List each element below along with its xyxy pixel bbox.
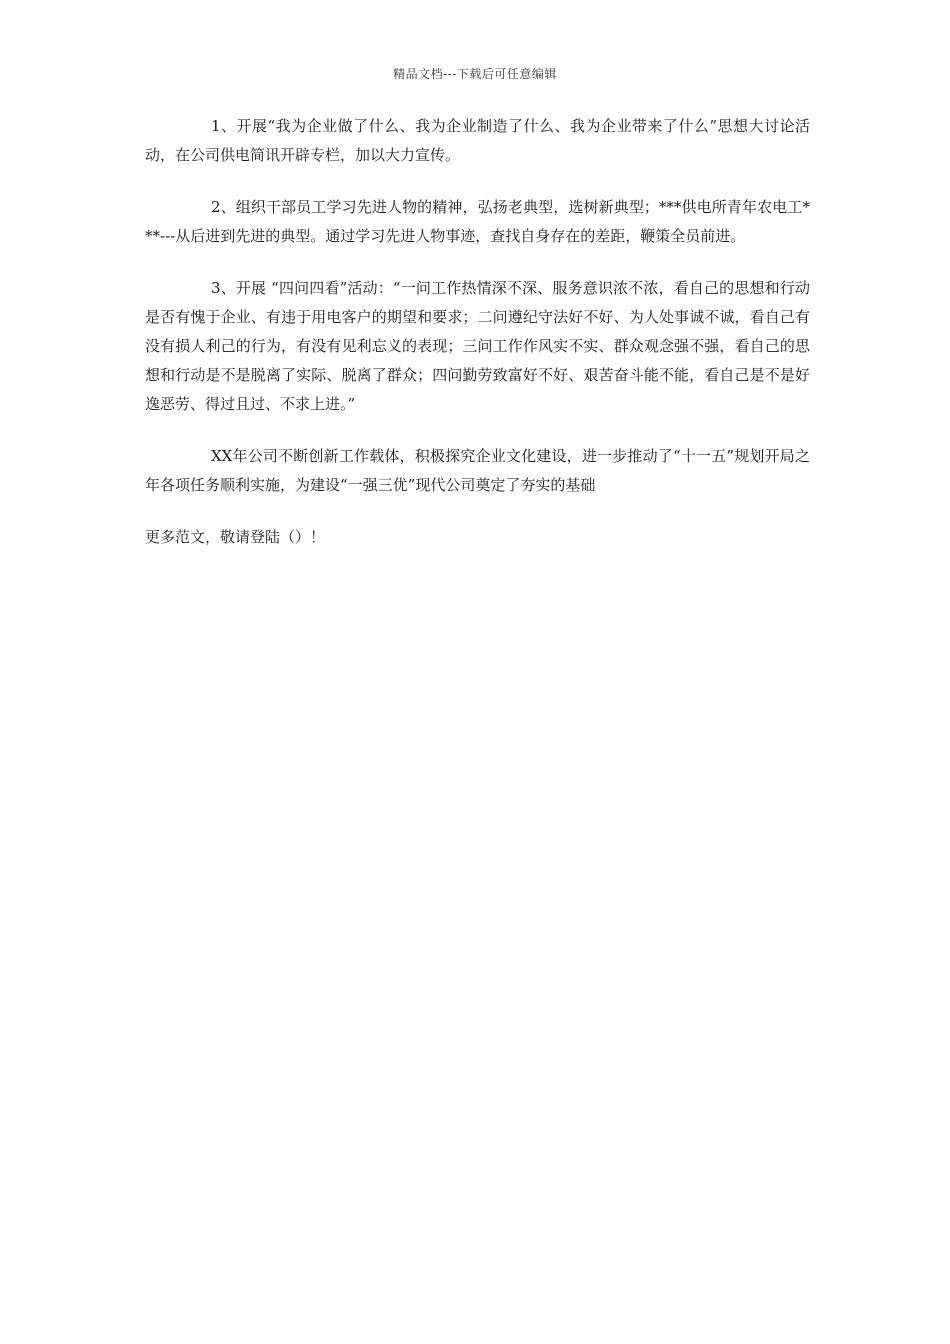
more-articles-line: 更多范文，敬请登陆（）！ bbox=[145, 528, 326, 546]
document-body bbox=[145, 112, 810, 575]
paragraph-2: 2、组织干部员工学习先进人物的精神，弘扬老典型，选树新典型；***供电所青年农电工***---从后进到先进的典型。通过学习先进人物事迹，查找自身存在的差距，鞭策全员前进。 bbox=[145, 198, 810, 245]
paragraph-1: 1、开展“我为企业做了什么、我为企业制造了什么、我为企业带来了什么”思想大讨论活动，在公司供电简讯开辟专栏，加以大力宣传。 bbox=[145, 117, 810, 164]
page-header: 精品文档---下载后可任意编辑 bbox=[393, 67, 557, 81]
paragraph-4: XX年公司不断创新工作载体，积极探究企业文化建设，进一步推动了“十一五”规划开局之年各项任务顺利实施，为建设“一强三优”现代公司奠定了夯实的基础 bbox=[145, 447, 810, 494]
paragraph-3: 3、开展 “四问四看”活动：“一问工作热情深不深、服务意识浓不浓，看自己的思想和行动是否有愧于企业、有违于用电客户的期望和要求；二问遵纪守法好不好、为人处事诚不诚，看自己有没有损人利己的行为，有没有见利忘义的表现；三问工作作风实不实、群众观念强不强，看自己的思想和行动是不是脱离了实际、脱离了群众；四问勤劳致富好不好、艰苦奋斗能不能，看自己是不是好逸恶劳、得过且过、不求上进。” bbox=[145, 279, 810, 413]
